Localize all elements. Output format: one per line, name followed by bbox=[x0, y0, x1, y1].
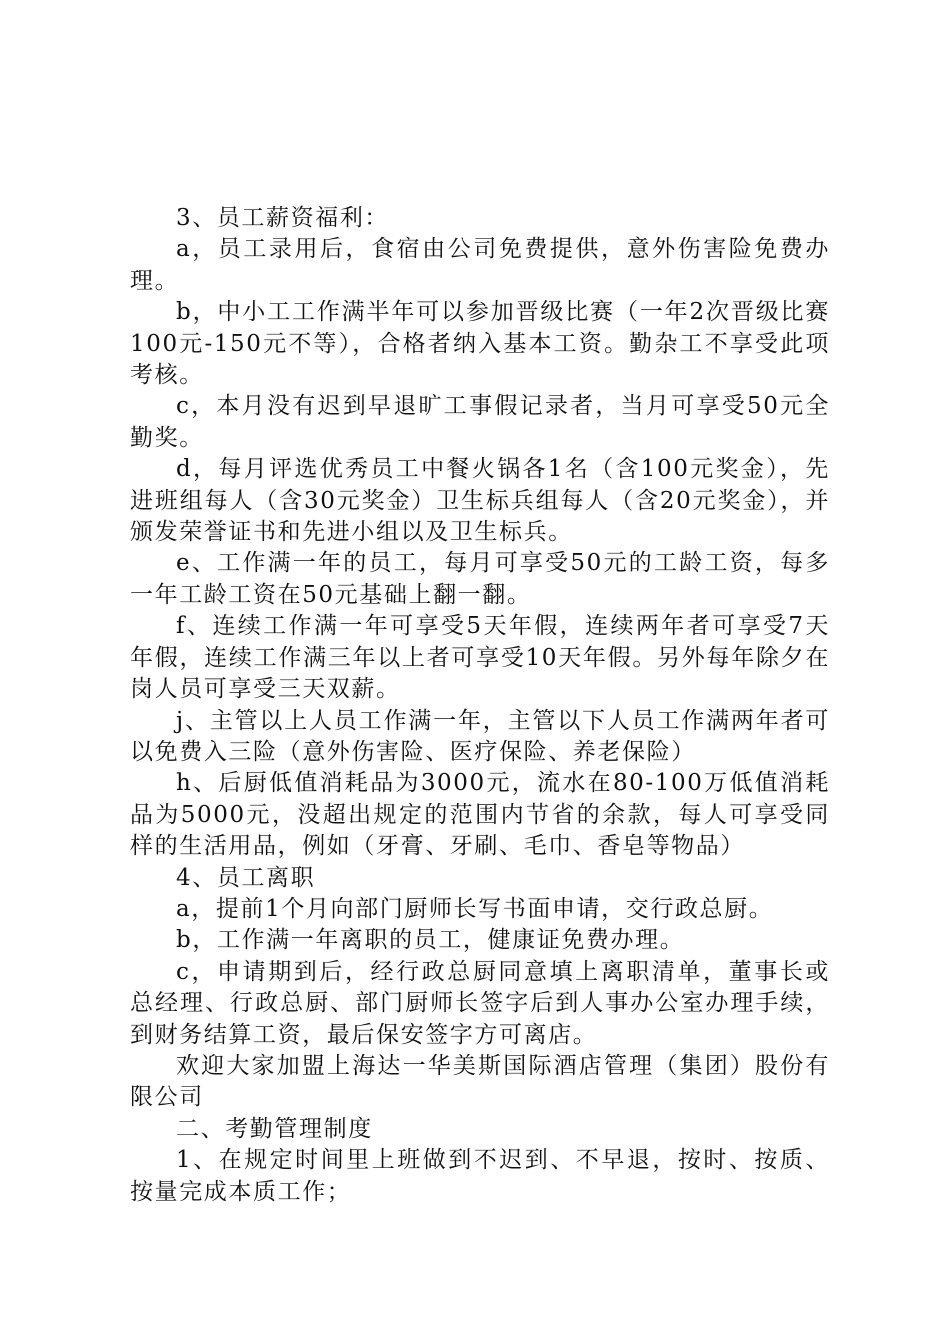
section-heading-resignation: 4、员工离职 bbox=[176, 864, 316, 891]
resignation-item-a: a，提前1个月向部门厨师长写书面申请，交行政总厨。 bbox=[176, 895, 774, 922]
benefit-item-b: b，中小工工作满半年可以参加晋级比赛（一年2次晋级比赛100元-150元不等），合格者纳入基本工资。勤杂工不享受此项考核。 bbox=[130, 299, 830, 389]
section-heading-attendance: 二、考勤管理制度 bbox=[176, 1115, 373, 1142]
welcome-paragraph: 欢迎大家加盟上海达一华美斯国际酒店管理（集团）股份有限公司 bbox=[130, 1052, 830, 1111]
benefit-item-d: d，每月评选优秀员工中餐火锅各1名（含100元奖金），先进班组每人（含30元奖金）卫生标兵组每人（含20元奖金），并颁发荣誉证书和先进小组以及卫生标兵。 bbox=[130, 456, 830, 546]
benefit-item-c: c，本月没有迟到早退旷工事假记录者，当月可享受50元全勤奖。 bbox=[130, 393, 830, 451]
benefit-item-e: e、工作满一年的员工，每月可享受50元的工龄工资，每多一年工龄工资在50元基础上翻一翻。 bbox=[130, 550, 830, 608]
benefit-item-a: a，员工录用后，食宿由公司免费提供，意外伤害险免费办理。 bbox=[130, 236, 830, 294]
benefit-item-h: h、后厨低值消耗品为3000元，流水在80-100万低值消耗品为5000元，没超出规定的范围内节省的余款，每人可享受同样的生活用品，例如（牙膏、牙刷、毛巾、香皂等物品） bbox=[130, 770, 830, 860]
document-body bbox=[130, 203, 830, 1208]
attendance-item-1: 1、在规定时间里上班做到不迟到、不早退，按时、按质、按量完成本质工作； bbox=[130, 1147, 830, 1205]
benefit-item-f: f、连续工作满一年可享受5天年假，连续两年者可享受7天年假，连续工作满三年以上者可享受10天年假。另外每年除夕在岗人员可享受三天双薪。 bbox=[130, 613, 830, 703]
resignation-item-c: c，申请期到后，经行政总厨同意填上离职清单，董事长或总经理、行政总厨、部门厨师长签字后到人事办公室办理手续，到财务结算工资，最后保安签字方可离店。 bbox=[130, 958, 830, 1048]
benefit-item-j: j、主管以上人员工作满一年，主管以下人员工作满两年者可以免费入三险（意外伤害险、医疗保险、养老保险） bbox=[130, 707, 830, 765]
resignation-item-b: b，工作满一年离职的员工，健康证免费办理。 bbox=[176, 927, 685, 954]
section-heading-salary-benefits: 3、员工薪资福利： bbox=[176, 205, 390, 231]
